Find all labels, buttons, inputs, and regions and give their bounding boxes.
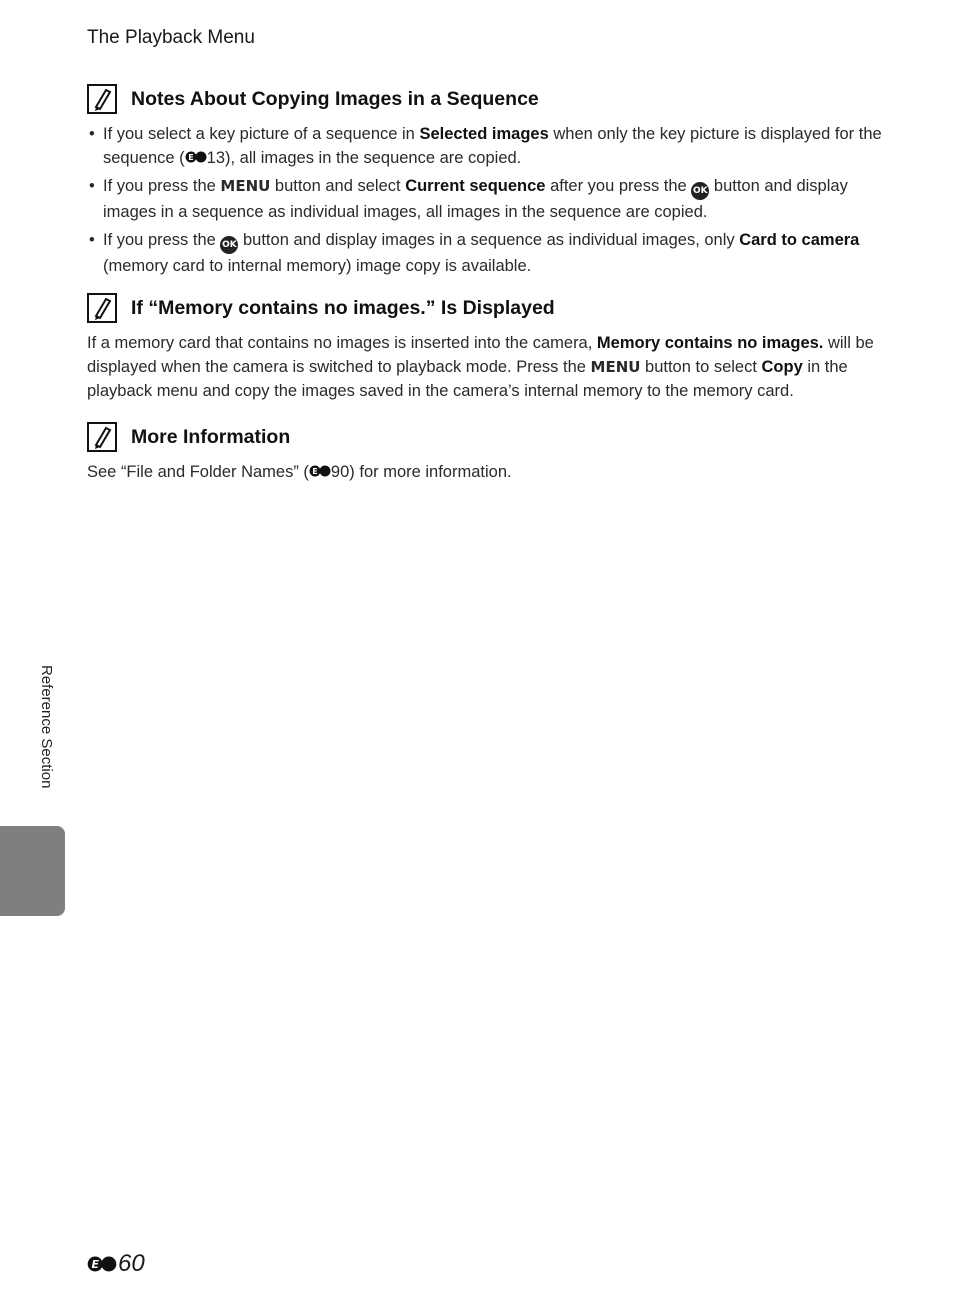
note-paragraph: If a memory card that contains no images is inserted into the camera, Memory contains no images. will be displayed when the camera is switched to playback mode. Press the MENU button to select Copy in the playback menu and copy the images saved in the camera’s internal memory to the memory card. (87, 334, 874, 400)
section-tab-marker (0, 826, 65, 916)
reference-section-icon (185, 151, 207, 163)
svg-text:E: E (187, 153, 194, 162)
note-copying-sequence (87, 84, 887, 282)
bold-term: Memory contains no images. (596, 334, 824, 352)
note-title: If “Memory contains no images.” Is Displayed (131, 296, 555, 319)
menu-button-icon: MENU (220, 177, 271, 195)
menu-button-icon: MENU (590, 358, 641, 376)
bullet-item: • If you press the OK button and display images in a sequence as individual images, only Card to camera (memory card to internal memory) image copy is available. (87, 228, 887, 278)
note-title: More Information (131, 425, 291, 448)
pencil-note-icon (87, 84, 117, 114)
note-memory-no-images (87, 293, 887, 403)
bullet-list (87, 122, 887, 278)
svg-text:E: E (312, 467, 318, 476)
page-number-text: 60 (118, 1250, 145, 1277)
note-title: Notes About Copying Images in a Sequence (131, 87, 539, 110)
reference-section-icon (309, 465, 331, 477)
note-header (87, 422, 887, 452)
ok-button-icon: OK (691, 182, 709, 200)
ok-button-icon: OK (220, 236, 238, 254)
bullet-item: • If you press the MENU button and select Current sequence after you press the OK button and display images in a sequence as individual images, all images in the sequence are copied. (87, 174, 887, 224)
pencil-note-icon (87, 293, 117, 323)
bold-term: Card to camera (739, 231, 860, 249)
note-header (87, 84, 887, 114)
page-number (87, 1250, 145, 1278)
bold-term: Copy (761, 358, 803, 376)
bold-term: Current sequence (405, 177, 546, 195)
bold-term: Selected images (419, 125, 549, 143)
reference-section-icon (87, 1255, 117, 1273)
note-more-information (87, 422, 887, 484)
svg-text:E: E (91, 1258, 99, 1272)
running-title: The Playback Menu (87, 27, 255, 48)
note-paragraph: See “File and Folder Names” ( E 90) for more information. (87, 463, 512, 481)
side-section-label: Reference Section (38, 665, 55, 789)
note-header (87, 293, 887, 323)
pencil-note-icon (87, 422, 117, 452)
bullet-item: • If you select a key picture of a sequence in Selected images when only the key picture is displayed for the sequence ( E 13), all images in the sequence are copied. (87, 122, 887, 170)
